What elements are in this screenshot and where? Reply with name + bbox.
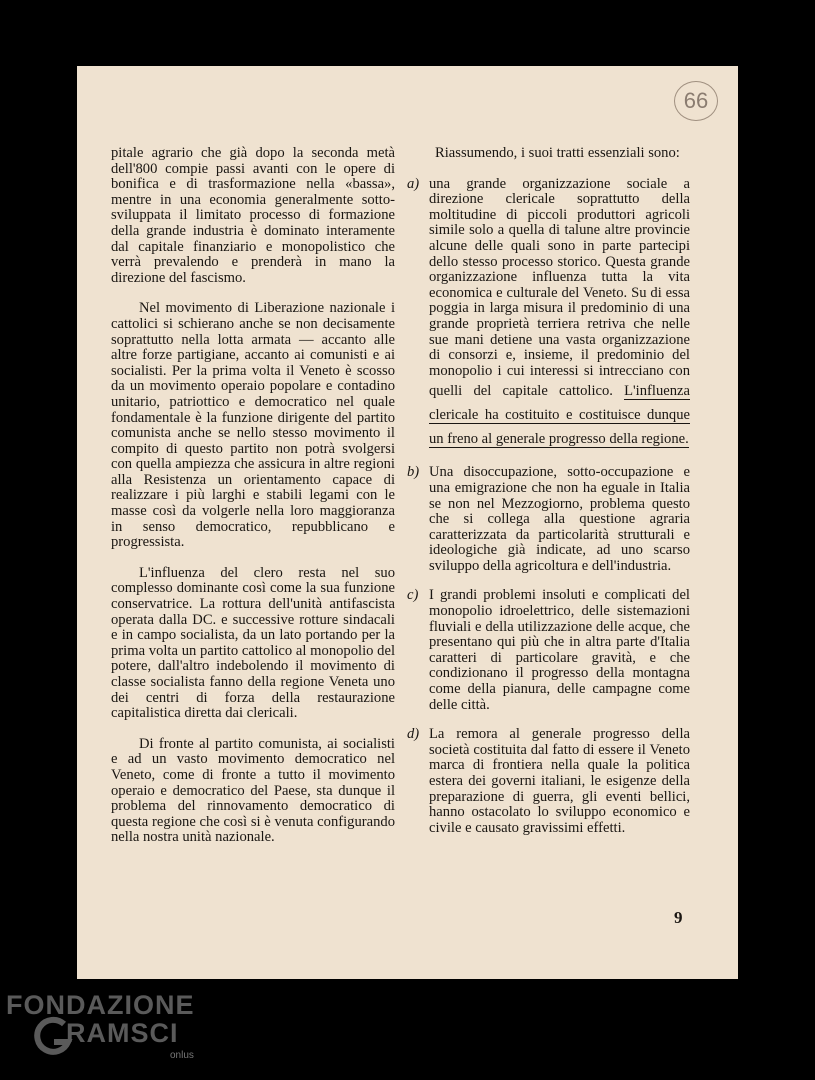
list-item-text: I grandi problemi insoluti e complicati del monopolio idroelettrico, delle sistemazioni fluviali e della utilizzazione delle acque, che presentano qui più che in altra parte d'Italia caratteri di particolare gravità, e che condizionano il progresso della montagna come della pianura, delle campagne come delle città. <box>429 587 690 713</box>
list-item-a <box>407 177 690 452</box>
fondazione-gramsci-logo <box>6 990 206 1070</box>
underlined-text: L'influenza clericale ha costituito e costituisce dunque un freno al generale progresso della regione. <box>429 383 690 448</box>
paragraph: L'influenza del clero resta nel suo complesso dominante così come la sua funzione conservatrice. La rottura dell'unità antifascista operata dalla DC. e successive rotture sindacali e in campo socialista, da un lato portando per la prima volta un partito cattolico al monopolio del potere, dall'altro indebolendo il movimento di classe socialista fanno della regione Veneta uno dei centri di forza della restaurazione capitalistica diretta dai clericali. <box>111 564 395 722</box>
list-marker: a) <box>407 175 420 192</box>
paragraph: pitale agrario che già dopo la seconda metà dell'800 compie passi avanti con le opere di bonifica e di trasformazione nella «bassa», mentre in una economia generalmente sotto-sviluppata il limitato processo di formazione della grande industria è dominato interamente dal capitale finanziario e monopolistico che verrà prevalendo e prenderà in mano la direzione del fascismo. <box>111 145 395 286</box>
paragraph: Nel movimento di Liberazione nazionale i cattolici si schierano anche se non decisamente soprattutto nella lotta armata — accanto alle altre forze partigiane, accanto ai comunisti e ai socialisti. Per la prima volta il Veneto è scosso da un movimento operaio popolare e contadino unitario, patriottico e democratico nel quale fondamentale è la funzione dirigente del partito comunista anche se nello stesso movimento il compito di questo partito non potrà svolgersi con quella ampiezza che assicura in altre regioni alla Resistenza un orientamento capace di realizzare i più larghi e stabili legami con le masse così da volgerle nella loro maggioranza in senso democratico, repubblicano e progressista. <box>111 300 395 551</box>
list-item-d <box>407 727 690 836</box>
archive-number-stamp <box>674 81 718 121</box>
right-column <box>407 146 690 850</box>
left-column <box>111 146 395 861</box>
list-item-c <box>407 588 690 713</box>
page-number: 9 <box>674 908 683 927</box>
list-marker: c) <box>407 587 419 604</box>
list-item-text: una grande organizzazione sociale a direzione clericale soprattutto della moltitudine di piccoli produttori agricoli simile solo a quella di talune altre provincie alcune delle quali sono in parte partecipi dello stesso processo storico. Questa grande organizzazione influenza tutta la vita economica e culturale del Veneto. Su di essa poggia in larga misura il predominio di una grande proprietà terriera retriva che nelle sue mani detiene una vasta organizzazione di consorzi e, insieme, il predominio del monopolio i cui interessi si intrecciano con quelli del capitale cattolico. <box>429 175 690 400</box>
document-page <box>77 66 738 979</box>
list-marker: b) <box>407 464 420 481</box>
logo-line-2: RAMSCI <box>66 1018 179 1048</box>
archive-number: 66 <box>683 88 709 113</box>
logo-suffix: onlus <box>170 1050 194 1061</box>
list-item-text: Una disoccupazione, sotto-occupazione e una emigrazione che non ha eguale in Italia se non nel Mezzogiorno, problema questo che si collega alla questione agraria caratterizzata da particolarità strutturali e ideologiche già indicate, ad uno scarso sviluppo della agricoltura e dell'industria. <box>429 464 690 574</box>
paragraph: Di fronte al partito comunista, ai socialisti e ad un vasto movimento democratico nel Veneto, come di fronte a tutto il movimento operaio e democratico del Paese, sta dunque il problema del rinnovamento democratico di questa regione che così si è venuta configurando nella nostra unità nazionale. <box>111 735 395 846</box>
list-item-b <box>407 465 690 574</box>
summary-intro: Riassumendo, i suoi tratti essenziali sono: <box>435 145 680 161</box>
logo-line-1: FONDAZIONE <box>6 990 195 1020</box>
list-item-text: La remora al generale progresso della società costituita dal fatto di essere il Veneto marca di frontiera nella quale la politica estera dei governi italiani, le esigenze della preparazione di guerra, gli eventi bellici, hanno ostacolato lo sviluppo economico e civile e causato gravissimi effetti. <box>429 726 690 836</box>
list-marker: d) <box>407 726 420 743</box>
